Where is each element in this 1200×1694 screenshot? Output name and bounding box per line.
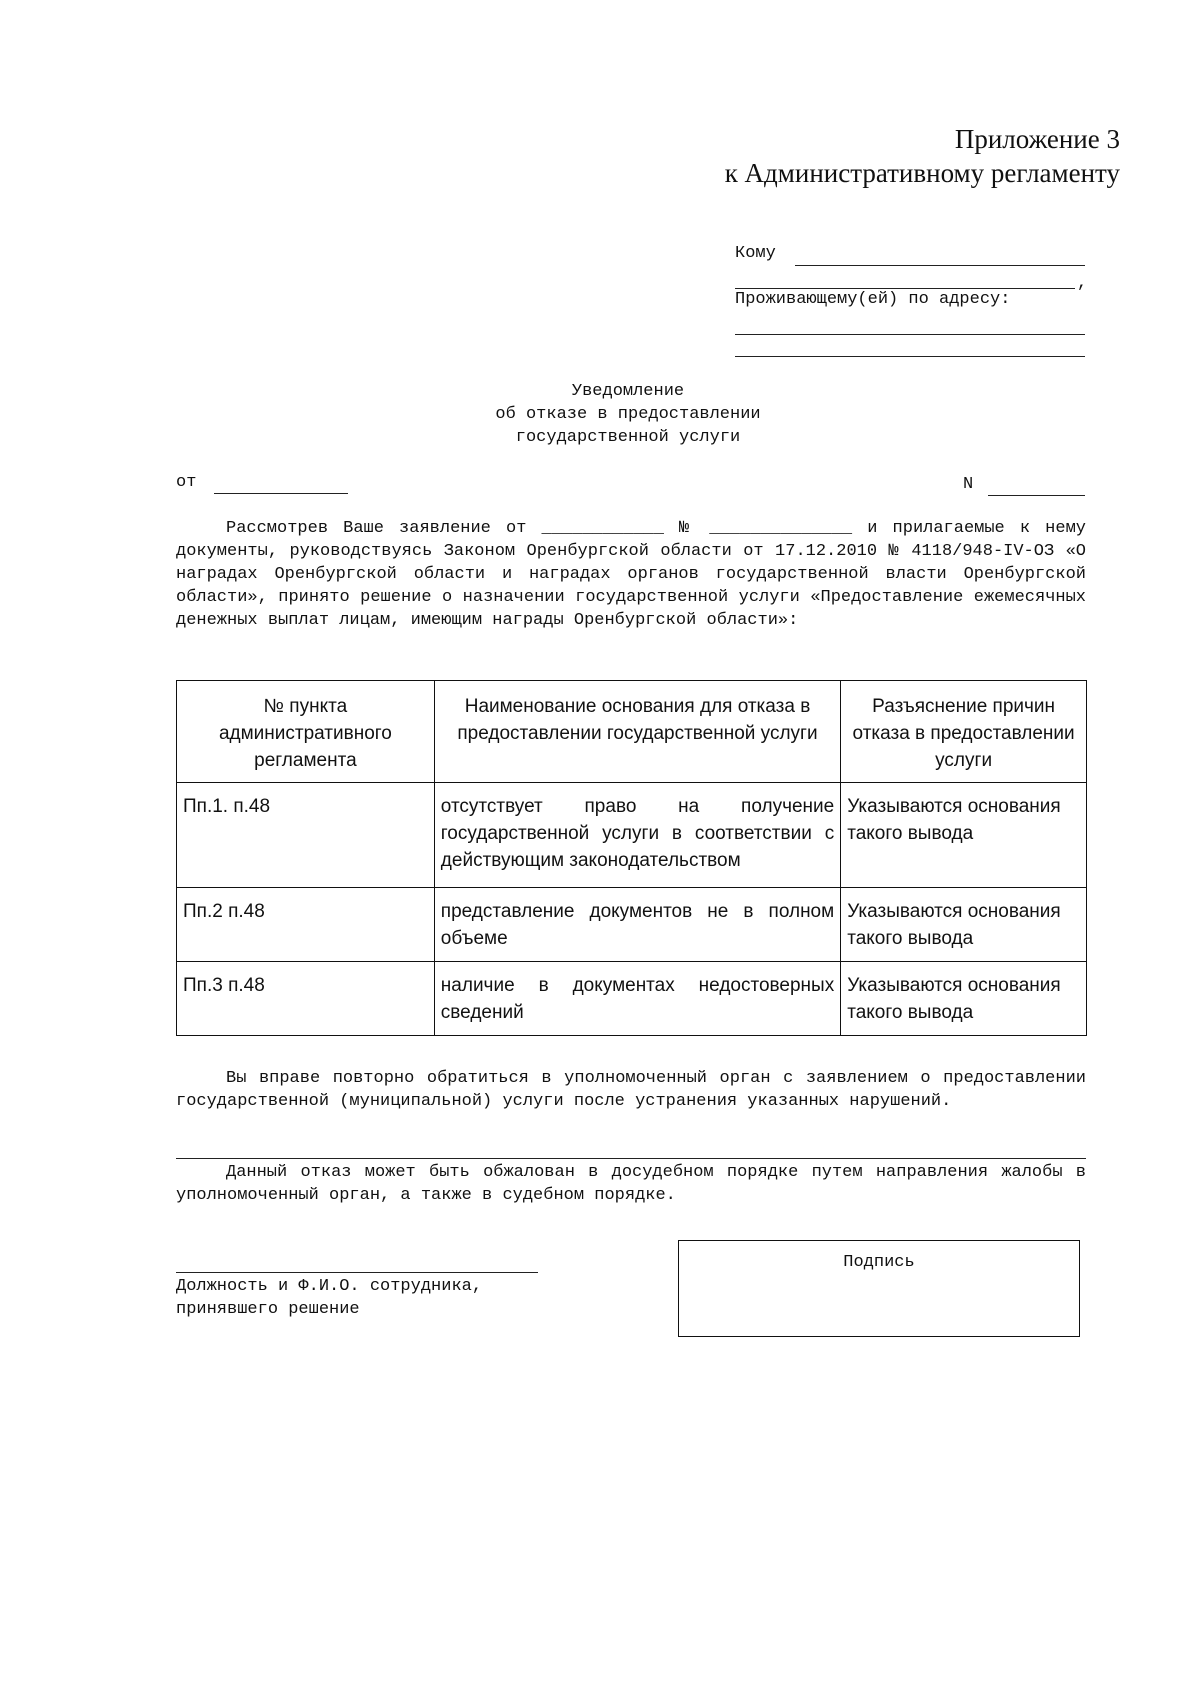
recipient-comma: , xyxy=(1077,274,1088,293)
employee-position-line1: Должность и Ф.И.О. сотрудника, xyxy=(176,1277,483,1296)
appeal-paragraph: Данный отказ может быть обжалован в досудебном порядке путем направления жалобы в уполномоченный орган, а также в судебном порядке. xyxy=(176,1163,1086,1205)
notice-title-line2: об отказе в предоставлении xyxy=(495,405,761,424)
recipient-address-label: Проживающему(ей) по адресу: xyxy=(735,290,1011,309)
refusal-reasons-table xyxy=(176,680,1087,1036)
notice-title-line1: Уведомление xyxy=(571,382,685,401)
column-header-explanation: Разъяснение причин отказа в предоставлении услуги xyxy=(841,681,1087,783)
row-explanation: Указываются основания такого вывода xyxy=(841,962,1087,1036)
column-header-clause: № пункта административного регламента xyxy=(177,681,435,783)
row-reason: представление документов не в полном объеме xyxy=(434,888,840,962)
table-row xyxy=(177,962,1087,1036)
notice-title xyxy=(360,380,896,449)
doc-number-line xyxy=(988,495,1085,496)
notice-title-line3: государственной услуги xyxy=(515,428,741,447)
appendix-subtitle: к Административному регламенту xyxy=(724,158,1120,188)
section-divider xyxy=(176,1158,1086,1159)
table-row xyxy=(177,783,1087,888)
employee-position-caption xyxy=(176,1275,482,1321)
repeat-application-paragraph: Вы вправе повторно обратиться в уполномоченный орган с заявлением о предоставлении государственной (муниципальной) услуги после устранения указанных нарушений. xyxy=(176,1069,1086,1111)
recipient-address-line-2 xyxy=(735,356,1085,357)
table-header-row xyxy=(177,681,1087,783)
appendix-number: Приложение 3 xyxy=(954,124,1120,154)
decision-paragraph: Рассмотрев Ваше заявление от ____________ № ______________ и прилагаемые к нему документы, руководствуясь Законом Оренбургской области от 17.12.2010 № 4118/948-IV-ОЗ «О наградах Оренбургской области и наградах органов государственной власти Оренбургской области», принято решение о назначении государственной услуги «Предоставление ежемесячных денежных выплат лицам, имеющим награды Оренбургской области»: xyxy=(176,519,1086,630)
signature-label: Подпись xyxy=(843,1253,915,1272)
recipient-name-line-2 xyxy=(735,288,1075,289)
recipient-name-line xyxy=(795,265,1085,266)
row-explanation: Указываются основания такого вывода xyxy=(841,783,1087,888)
recipient-to-label: Кому xyxy=(735,244,776,263)
employee-position-line2: принявшего решение xyxy=(176,1300,360,1319)
recipient-address-line-1 xyxy=(735,334,1085,335)
row-reason: отсутствует право на получение государственной услуги в соответствии с действующим законодательством xyxy=(434,783,840,888)
table-row xyxy=(177,888,1087,962)
row-explanation: Указываются основания такого вывода xyxy=(841,888,1087,962)
signature-box xyxy=(678,1240,1080,1337)
doc-number-label: N xyxy=(963,475,974,494)
doc-date-label: от xyxy=(176,473,197,492)
row-clause: Пп.3 п.48 xyxy=(177,962,435,1036)
row-clause: Пп.1. п.48 xyxy=(177,783,435,888)
appendix-header xyxy=(725,122,1120,190)
row-reason: наличие в документах недостоверных сведений xyxy=(434,962,840,1036)
column-header-reason: Наименование основания для отказа в предоставлении государственной услуги xyxy=(434,681,840,783)
row-clause: Пп.2 п.48 xyxy=(177,888,435,962)
doc-date-line xyxy=(214,493,348,494)
position-line xyxy=(176,1272,538,1273)
